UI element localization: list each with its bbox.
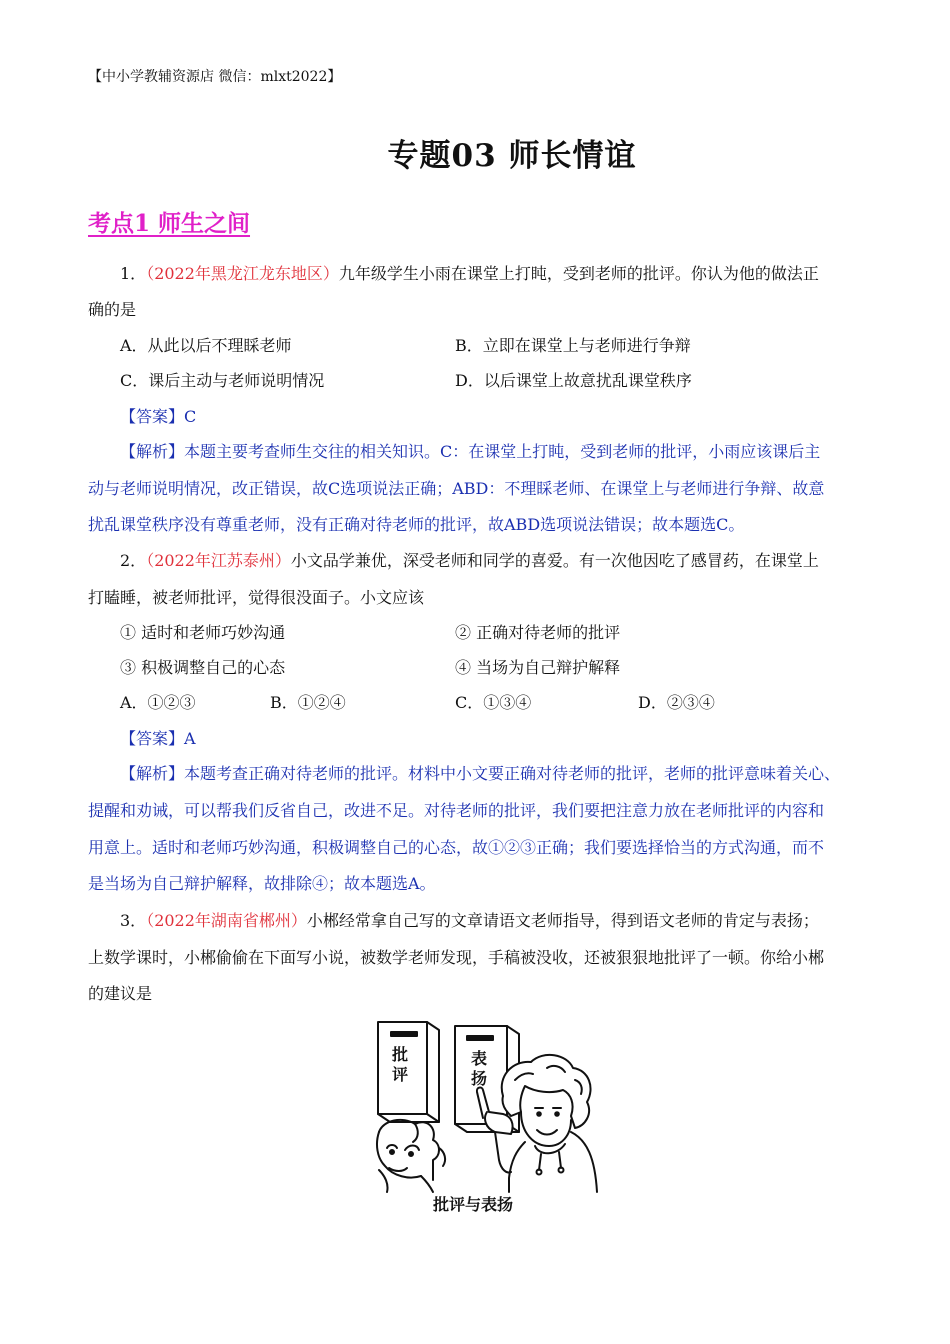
q1-analysis-line3: 扰乱课堂秩序没有尊重老师，没有正确对待老师的批评，故ABD选项说法错误；故本题选C。 (88, 515, 745, 534)
q2-stem-text: 小文品学兼优，深受老师和同学的喜爱。有一次他因吃了感冒药，在课堂上 (290, 551, 819, 570)
q1-analysis-line2: 动与老师说明情况，改正错误，故C选项说法正确；ABD：不理睬老师、在课堂上与老师进行争辩、故意 (88, 479, 825, 498)
q1-number: 1． (120, 264, 147, 283)
q1-stem-line1 (120, 263, 819, 285)
q2-number: 2． (120, 551, 147, 570)
q2-option-a: A．①②③ (120, 693, 196, 712)
q2-item-1: ① 适时和老师巧妙沟通 (120, 623, 286, 642)
q3-stem-text: 小郴经常拿自己写的文章请语文老师指导，得到语文老师的肯定与表扬； (306, 911, 819, 930)
q3-number: 3． (120, 911, 147, 930)
q2-source: （2022年江苏泰州） (146, 551, 291, 570)
q1-option-d: D．以后课堂上故意扰乱课堂秩序 (455, 371, 692, 390)
q1-stem-line2: 确的是 (88, 300, 137, 319)
book-left-char2: 评 (392, 1065, 409, 1084)
q2-analysis-line1: 【解析】本题考查正确对待老师的批评。材料中小文要正确对待老师的批评，老师的批评意味着关心、 (120, 764, 841, 783)
cartoon-illustration (375, 1020, 607, 1195)
q3-stem-line3: 的建议是 (88, 984, 153, 1003)
q3-source: （2022年湖南省郴州） (146, 911, 307, 930)
book-right-char1: 表 (471, 1049, 488, 1068)
q2-analysis-line2: 提醒和劝诫，可以帮我们反省自己，改进不足。对待老师的批评，我们要把注意力放在老师批评的内容和 (88, 801, 825, 820)
q2-option-c: C．①③④ (455, 693, 532, 712)
q3-stem-line1 (120, 910, 819, 932)
q2-analysis-line3: 用意上。适时和老师巧妙沟通，积极调整自己的心态，故①②③正确；我们要选择恰当的方式沟通，而不 (88, 838, 825, 857)
section-title: 考点1 师生之间 (88, 210, 251, 237)
q2-stem-line2: 打瞌睡，被老师批评，觉得很没面子。小文应该 (88, 588, 425, 607)
q2-option-b: B．①②④ (270, 693, 346, 712)
q3-stem-line2: 上数学课时，小郴偷偷在下面写小说，被数学老师发现，手稿被没收，还被狠狠地批评了一顿。你给小郴 (88, 948, 825, 967)
q2-stem-line1 (120, 550, 819, 572)
q2-analysis-line4: 是当场为自己辩护解释，故排除④；故本题选A。 (88, 874, 436, 893)
q1-stem-text: 九年级学生小雨在课堂上打盹，受到老师的批评。你认为他的做法正 (338, 264, 819, 283)
q2-item-3: ③ 积极调整自己的心态 (120, 658, 286, 677)
cartoon-figure (375, 1020, 607, 1215)
q2-item-4: ④ 当场为自己辩护解释 (455, 658, 621, 677)
q1-answer: 【答案】C (120, 407, 197, 426)
q1-analysis-line1: 【解析】本题主要考查师生交往的相关知识。C：在课堂上打盹，受到老师的批评，小雨应该课后主 (120, 442, 821, 461)
q2-answer: 【答案】A (120, 729, 196, 748)
q1-option-a: A．从此以后不理睬老师 (120, 336, 292, 355)
q2-item-2: ② 正确对待老师的批评 (455, 623, 621, 642)
figure-caption: 批评与表扬 (433, 1195, 514, 1214)
q2-option-d: D．②③④ (638, 693, 715, 712)
q1-option-c: C．课后主动与老师说明情况 (120, 371, 325, 390)
q1-source: （2022年黑龙江龙东地区） (146, 264, 339, 283)
book-left-char1: 批 (392, 1045, 409, 1064)
book-right-char2: 扬 (471, 1069, 488, 1088)
page-title: 专题03 师长情谊 (387, 138, 637, 174)
q1-option-b: B．立即在课堂上与老师进行争辩 (455, 336, 691, 355)
header-note: 【中小学教辅资源店 微信：mlxt2022】 (88, 69, 342, 85)
